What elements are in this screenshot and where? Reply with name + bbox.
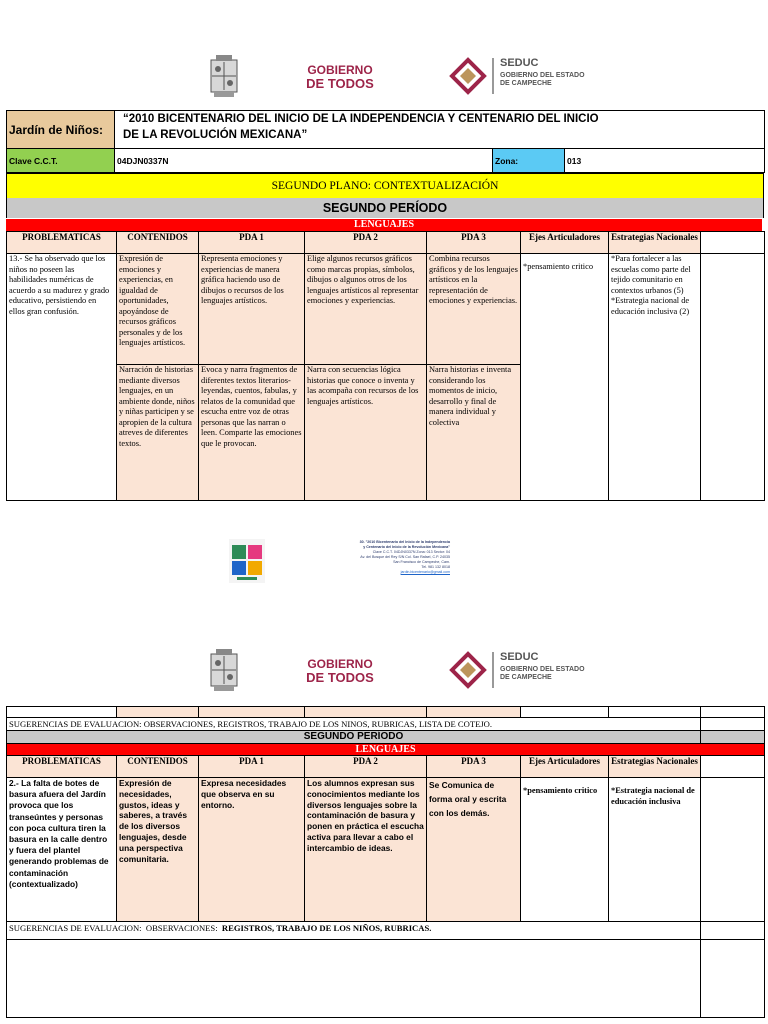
col-pda1: PDA 1: [199, 232, 305, 254]
ejes-cell-p2: *pensamiento critico: [521, 778, 609, 922]
seduc-logo: [448, 56, 598, 98]
content-table-2: [6, 706, 765, 1018]
cct-label: Clave C.C.T.: [7, 149, 115, 173]
seduc-sub1: GOBIERNO DEL ESTADO: [500, 72, 585, 79]
gobierno-de-todos-logo-2: [296, 658, 384, 684]
col-pda3: PDA 3: [427, 232, 521, 254]
col-problematicas: PROBLEMATICAS: [7, 232, 117, 254]
school-name: [115, 111, 765, 149]
col2-contenidos: CONTENIDOS: [117, 756, 199, 778]
sugerencias2-prefix: SUGERENCIAS DE EVALUACION: OBSERVACIONES:: [9, 923, 222, 933]
footer-line1: 30. "2010 Bicentenario del Inicio de la Independencia: [359, 540, 450, 544]
col2-pda3: PDA 3: [427, 756, 521, 778]
pda3-cell-1: Combina recursos gráficos y de los lenguajes artísticos en la representación de emociones y experiencias.: [427, 254, 521, 365]
contenido-cell-1: Expresión de emociones y experiencias, en igualdad de oportunidades, apoyándose de recursos gráficos personales y de los lenguajes artísticos.: [117, 254, 199, 365]
period-title: SEGUNDO PERÍODO: [6, 198, 764, 218]
footer-school-address: [290, 540, 450, 575]
seduc-emblem-icon-2: [448, 650, 488, 690]
footer-line6: Tel. 981 132 8018: [421, 565, 450, 569]
school-name-line1: “2010 BICENTENARIO DEL INICIO DE LA INDEPENDENCIA Y CENTENARIO DEL INICIO: [123, 113, 599, 125]
pda2-cell-p2: Los alumnos expresan sus conocimientos mediante los diversos lenguajes sobre la contaminación de basura y ponen en práctica el escucha activa para llevar a cabo el intercambio de ideas.: [305, 778, 427, 922]
pda1-cell-1: Representa emociones y experiencias de manera gráfica haciendo uso de dibujos o recursos de los lenguajes artísticos.: [199, 254, 305, 365]
footer-line5: San Francisco de Campeche, Cam.: [393, 560, 450, 564]
pda2-cell-1: Elige algunos recursos gráficos como marcas propias, símbolos, dibujos o algunos otros de los lenguajes artísticos al representar emociones y experiencias.: [305, 254, 427, 365]
cct-value: 04DJN0337N: [115, 149, 493, 173]
empty-cell: [701, 254, 765, 501]
zona-label: Zona:: [493, 149, 565, 173]
seduc-emblem-icon: [448, 56, 488, 96]
seduc-logo-2: [448, 650, 598, 692]
col2-ejes: Ejes Articuladores: [521, 756, 609, 778]
col2-pda2: PDA 2: [305, 756, 427, 778]
sugerencias-evaluacion-1: SUGERENCIAS DE EVALUACION: OBSERVACIONES, REGISTROS, TRABAJO DE LOS NINOS, RUBRICAS, LISTA DE COTEJO.: [7, 718, 701, 731]
col-estrategias: Estrategias Nacionales: [609, 232, 701, 254]
pda1-cell-p2: Expresa necesidades que observa en su entorno.: [199, 778, 305, 922]
pda2-cell-2: Narra con secuencias lógica historias que conoce o inventa y las acompaña con recursos de los lenguajes artísticos.: [305, 365, 427, 501]
school-name-line2: DE LA REVOLUCIÓN MEXICANA”: [123, 129, 308, 141]
gobierno-line2: DE TODOS: [306, 76, 374, 91]
school-label: Jardín de Niños:: [7, 111, 115, 149]
pda3-cell-p2: Se Comunica de forma oral y escrita con los demás.: [427, 778, 521, 922]
seduc-sub2: DE CAMPECHE: [500, 80, 552, 87]
seduc2-sub2: DE CAMPECHE: [500, 674, 552, 681]
col2-empty: [701, 756, 765, 778]
col2-pda1: PDA 1: [199, 756, 305, 778]
gobierno-line1: GOBIERNO: [307, 63, 373, 77]
pda3-cell-2: Narra historias e inventa considerando los momentos de inicio, desarrollo y final de manera individual y colectiva: [427, 365, 521, 501]
contenido-cell-2: Narración de historias mediante diversos lenguajes, en un ambiente donde, niños y niñas participen y se apropien de la cultura atreves de diferentes textos.: [117, 365, 199, 501]
problematica-cell-2: 2.- La falta de botes de basura afuera del Jardín provoca que los transeúntes y personas con poca cultura tiren la basura en la calle dentro y fuera del plantel generando problemas de contaminación (contextualizado): [7, 778, 117, 922]
period-title-2: SEGUNDO PERÍODO: [7, 731, 701, 744]
lenguajes-title-2: LENGUAJES: [7, 744, 765, 756]
empty-notes-area: [7, 940, 701, 1018]
plan-title: SEGUNDO PLANO: CONTEXTUALIZACIÓN: [6, 173, 764, 199]
school-info-table: [6, 110, 765, 173]
gobierno2-line1: GOBIERNO: [307, 657, 373, 671]
gobierno2-line2: DE TODOS: [306, 670, 374, 685]
col2-problematicas: PROBLEMATICAS: [7, 756, 117, 778]
ejes-cell: *pensamiento critico: [521, 254, 609, 501]
col-pda2: PDA 2: [305, 232, 427, 254]
col-ejes: Ejes Articuladores: [521, 232, 609, 254]
problematica-cell: 13.- Se ha observado que los niños no poseen las habilidades numéricas de acuerdo a su madurez y grado educativo, persistiendo en ellos gran confusión.: [7, 254, 117, 501]
gobierno-de-todos-logo: [296, 64, 384, 90]
col2-estrategias: Estrategias Nacionales: [609, 756, 701, 778]
zona-value: 013: [565, 149, 765, 173]
footer-line2: y Centenario del Inicio de la Revolución Mexicana": [363, 545, 450, 549]
school-logo: [229, 539, 265, 583]
sugerencias-evaluacion-2: [7, 922, 701, 940]
col-contenidos: CONTENIDOS: [117, 232, 199, 254]
estrategias-cell-p2: *Estrategia nacional de educación inclusiva: [609, 778, 701, 922]
contenido-cell-p2: Expresión de necesidades, gustos, ideas y saberes, a través de los diversos lenguajes, desde una perspectiva comunitaria.: [117, 778, 199, 922]
estrategias-cell: *Para fortalecer a las escuelas como parte del tejido comunitario en contextos urbanos (5) *Estrategia nacional de educación inclusiva (2): [609, 254, 701, 501]
pda1-cell-2: Evoca y narra fragmentos de diferentes textos literarios-leyendas, cuentos, fabulas, y relatos de la comunidad que escucha entre voz de otras personas que las narran o leen. Comparte las emociones que le provocan.: [199, 365, 305, 501]
seduc2-sub1: GOBIERNO DEL ESTADO: [500, 666, 585, 673]
lenguajes-title: LENGUAJES: [6, 219, 762, 231]
seduc2-title: SEDUC: [500, 651, 539, 663]
sugerencias2-bold: REGISTROS, TRABAJO DE LOS NIÑOS, RUBRICAS.: [221, 923, 432, 933]
seduc-title: SEDUC: [500, 57, 539, 69]
footer-line3: Clave C.C.T. 04DJN0337N Zona: 013 Sector: 04: [372, 550, 450, 554]
footer-line7: jardin.bicentenario@gmail.com: [400, 570, 450, 574]
state-seal-logo: [208, 54, 240, 98]
col-empty: [701, 232, 765, 254]
state-seal-logo-2: [208, 648, 240, 692]
content-table-1: [6, 231, 765, 501]
footer-line4: Av. del Bosque del Rey S/N Col. San Rafael, C.P. 24035: [360, 555, 450, 559]
